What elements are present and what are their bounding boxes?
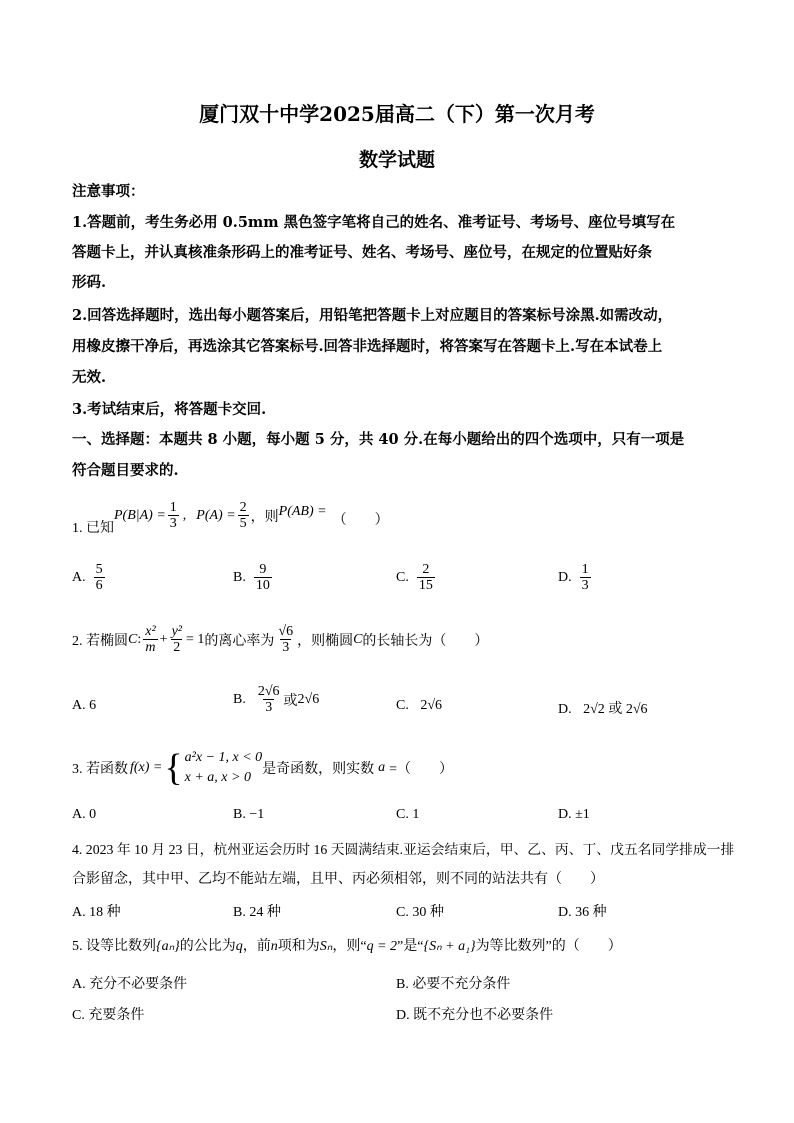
question-2: 2. 若椭圆 C : $\frac{\text{x²}}{m}$ + $\frac{\text{y²}}{2}$ = 1 的离心率为 $\frac{√6}{3}$ ，则椭圆 C 的长轴长为（ ） xyxy=(72,624,489,655)
q1-ask: P(AB) = xyxy=(278,503,327,519)
q1-option-b: B. $\frac{9}{10}$ xyxy=(233,562,270,593)
q1-option-c: C. $\frac{2}{15}$ xyxy=(396,562,433,593)
q3-option-d: D. ±1 xyxy=(558,807,590,822)
section-1-line-2: 符合题目要求的. xyxy=(72,462,179,479)
note-1-line-3: 形码. xyxy=(72,274,107,291)
q3-option-a: A. 0 xyxy=(72,807,97,822)
q3-piecewise: a²x − 1, x < 0 x + a, x > 0 xyxy=(184,750,263,785)
q4-option-b: B. 24 种 xyxy=(233,905,281,920)
notes-heading: 注意事项： xyxy=(72,183,145,200)
section-1-line-1: 一、选择题：本题共 8 小题，每小题 5 分，共 40 分.在每小题给出的四个选项中，只有一项是 xyxy=(72,431,685,448)
q2-option-a: A. 6 xyxy=(72,698,97,713)
q1-ask-pre: ，则 xyxy=(250,509,279,525)
q5-option-c: C. 充要条件 xyxy=(72,1008,145,1023)
q4-option-a: A. 18 种 xyxy=(72,905,121,920)
question-3: 3. 若函数 f(x) = { a²x − 1, x < 0 x + a, x > 0 是奇函数，则实数 a =（ ） xyxy=(72,747,454,789)
exam-subtitle: 数学试题 xyxy=(358,149,435,171)
q1-cond1: P(B|A) = xyxy=(114,507,166,523)
q5-option-a: A. 充分不必要条件 xyxy=(72,977,188,992)
q3-option-b: B. −1 xyxy=(233,807,265,822)
q1-prefix: 1. 已知 xyxy=(72,521,114,536)
exam-title: 厦门双十中学2025届高二（下）第一次月考 xyxy=(199,102,595,126)
note-3: 3.考试结束后，将答题卡交回. xyxy=(72,401,267,418)
q2-option-b: B. $\frac{2√6}{3}$ 或 2√6 xyxy=(233,684,320,715)
q4-option-c: C. 30 种 xyxy=(396,905,444,920)
q1-cond2-frac: $\frac{2}{5}$ xyxy=(239,500,247,531)
q5-option-d: D. 既不充分也不必要条件 xyxy=(396,1008,554,1023)
q2-option-c: C. 2√6 xyxy=(396,698,443,713)
q4-line-1: 4. 2023 年 10 月 23 日，杭州亚运会历时 16 天圆满结束.亚运会结束后，甲、乙、丙、丁、戊五名同学排成一排 xyxy=(72,842,735,857)
note-2-line-1: 2.回答选择题时，选出每小题答案后，用铅笔把答题卡上对应题目的答案标号涂黑.如需改动， xyxy=(72,307,673,324)
q1-cond1-frac: $\frac{1}{3}$ xyxy=(169,500,177,531)
q3-option-c: C. 1 xyxy=(396,807,420,822)
note-2-line-3: 无效. xyxy=(72,369,107,386)
q1-option-d: D. $\frac{1}{3}$ xyxy=(558,562,589,593)
q2-option-d: D. 2√2 或 2√6 xyxy=(558,702,648,717)
question-1: 1. 已知 P(B|A) = $\frac{1}{3}$ , P(A) = $\frac{2}{5}$ ，则 P(AB) = （ ） xyxy=(72,500,389,541)
question-5: 5. 设等比数列{aₙ}的公比为q，前n项和为Sₙ，则“q = 2”是“{Sₙ + a₁}为等比数列”的（ ） xyxy=(72,939,622,954)
q1-paren: （ ） xyxy=(332,513,389,528)
note-1-line-2: 答题卡上，并认真核准条形码上的准考证号、姓名、考场号、座位号，在规定的位置贴好条 xyxy=(72,244,652,261)
q5-option-b: B. 必要不充分条件 xyxy=(396,977,511,992)
q1-cond2: P(A) = xyxy=(196,507,236,523)
q4-option-d: D. 36 种 xyxy=(558,905,607,920)
note-1-line-1: 1.答题前，考生务必用 0.5mm 黑色签字笔将自己的姓名、准考证号、考场号、座位号填写在 xyxy=(72,214,676,231)
note-2-line-2: 用橡皮擦干净后，再选涂其它答案标号.回答非选择题时，将答案写在答题卡上.写在本试卷上 xyxy=(72,338,663,355)
q4-line-2: 合影留念，其中甲、乙均不能站左端，且甲、丙必须相邻，则不同的站法共有（ ） xyxy=(72,872,604,887)
q1-option-a: A. $\frac{5}{6}$ xyxy=(72,562,103,593)
